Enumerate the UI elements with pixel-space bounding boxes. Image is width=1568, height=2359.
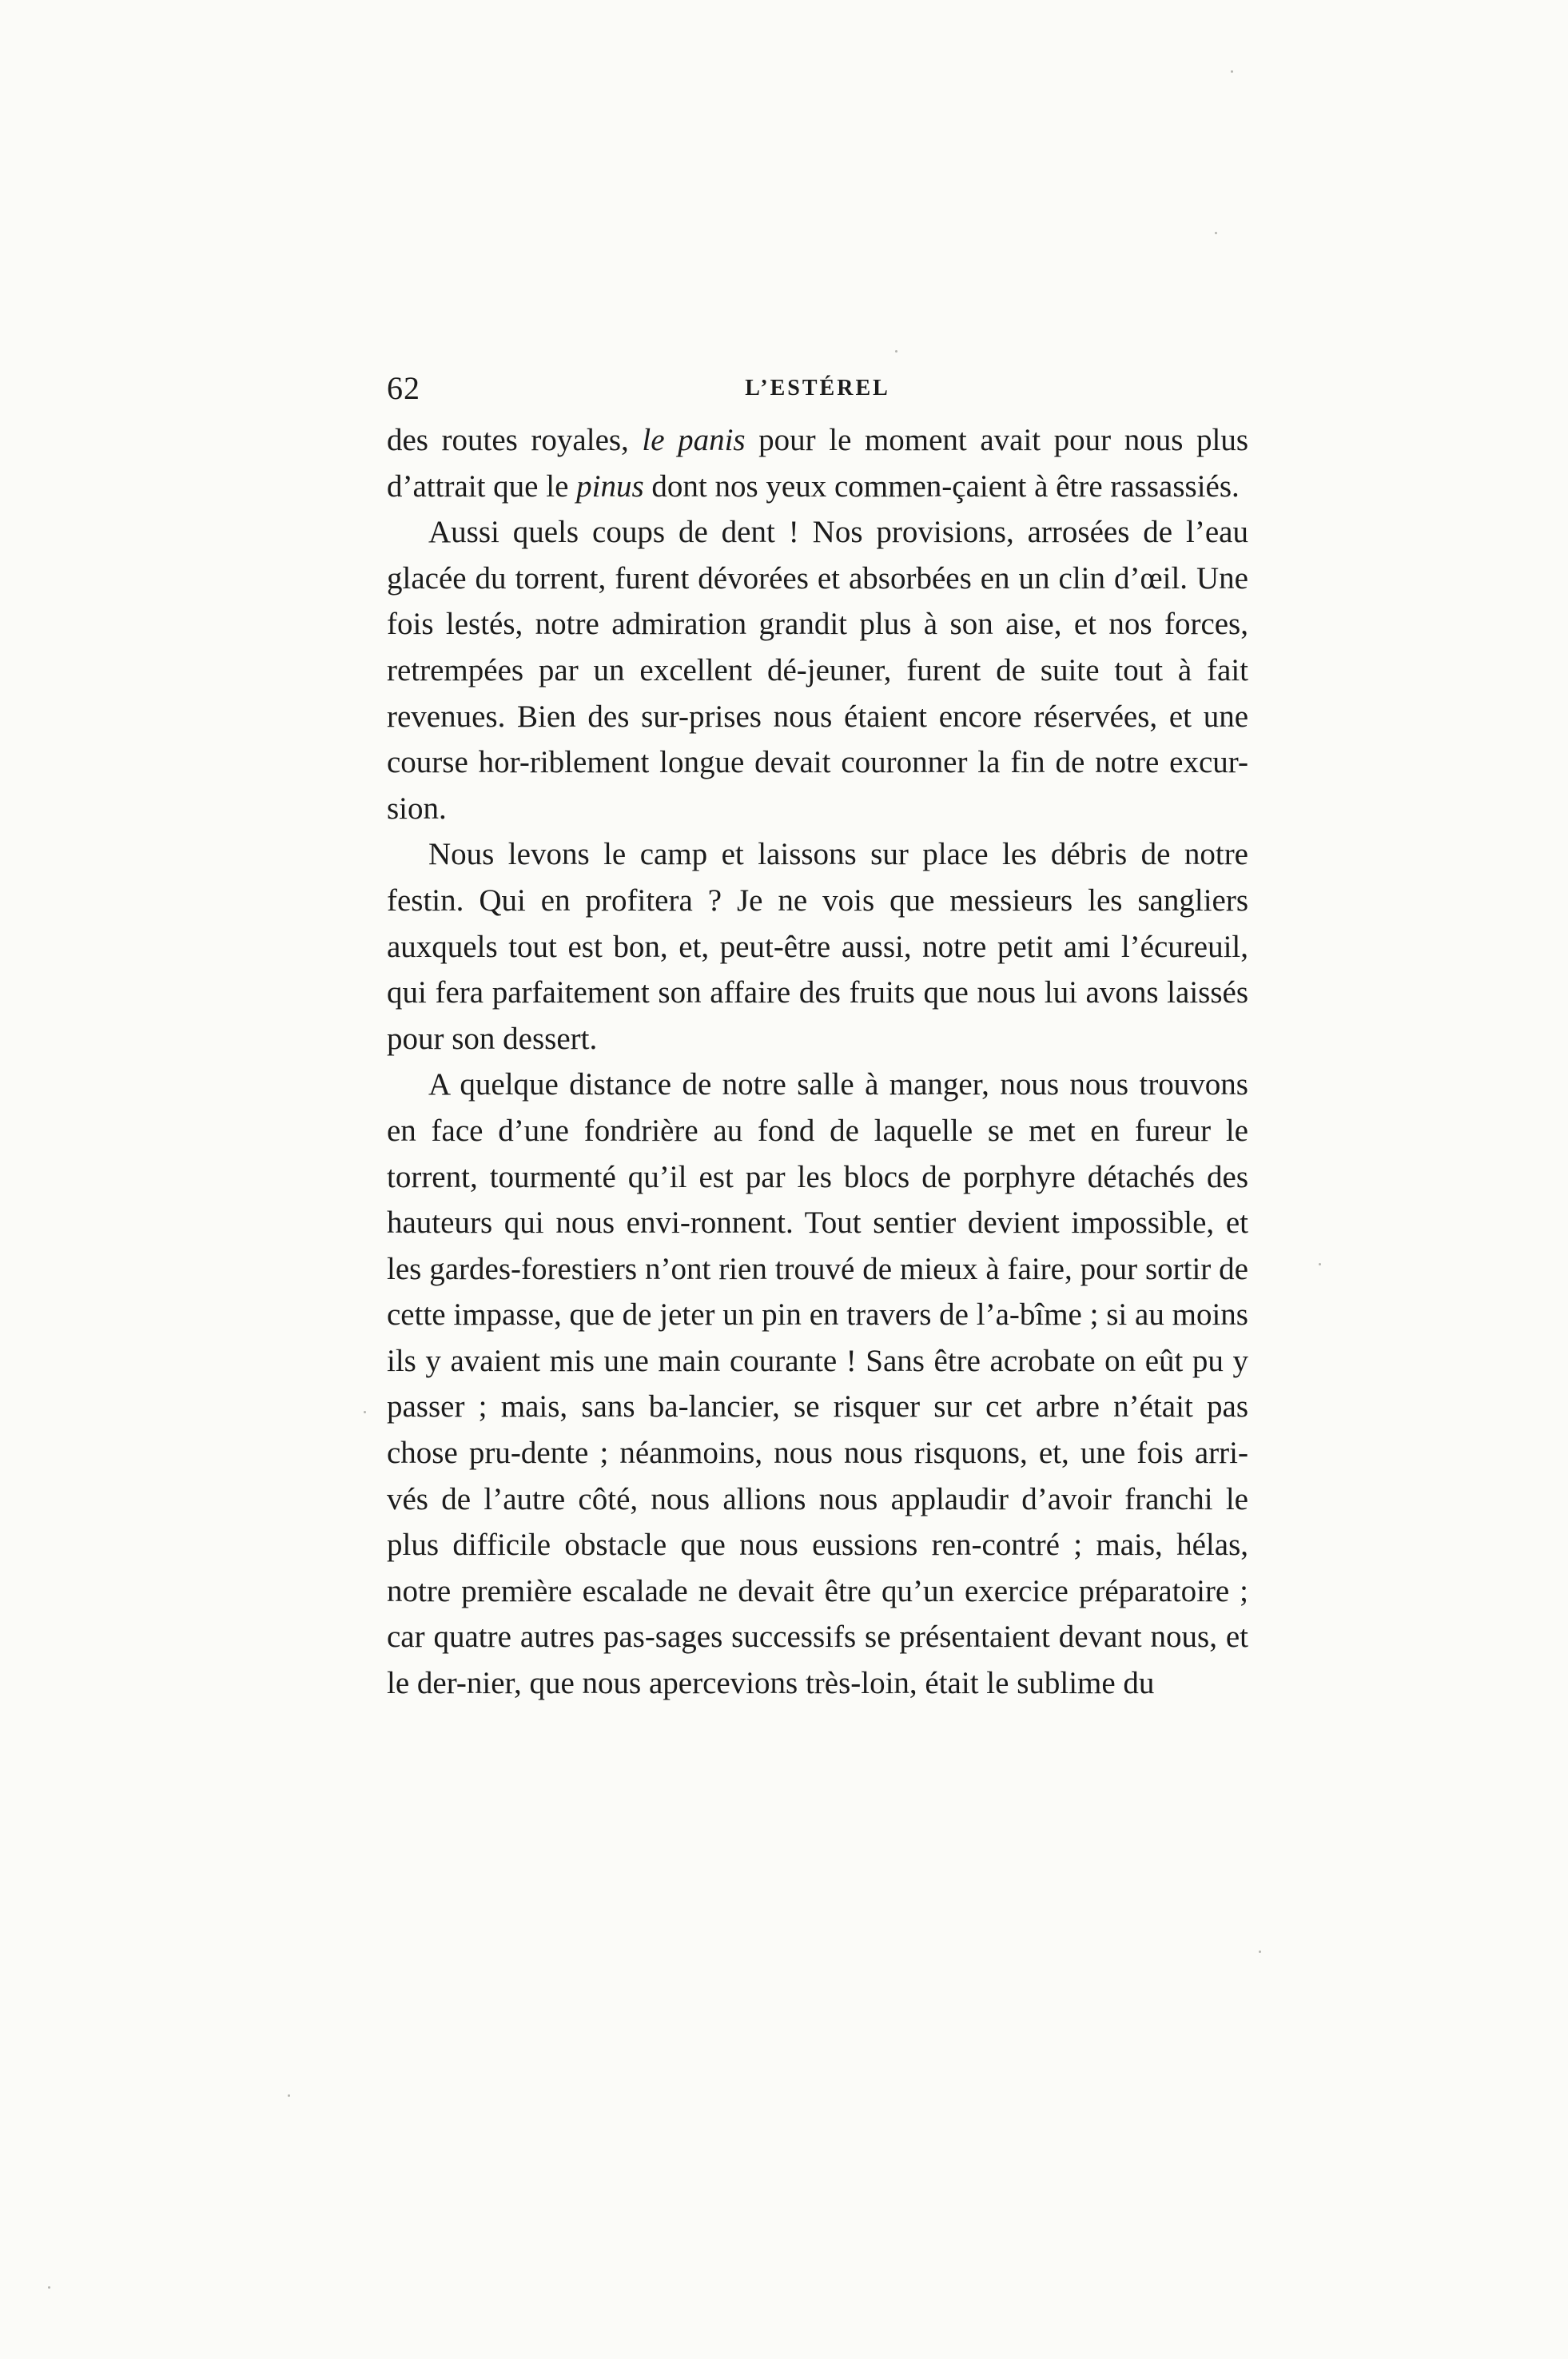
paper-speck bbox=[1259, 1951, 1261, 1953]
paper-speck bbox=[48, 2286, 50, 2289]
running-title: L’ESTÉREL bbox=[745, 376, 890, 400]
italic-term: le panis bbox=[642, 423, 746, 457]
paper-speck bbox=[1319, 1263, 1321, 1265]
text-segment: Aussi quels coups de dent ! Nos provisions, arrosées de l’eau glacée du torrent, furent dévorées et absorbées en un clin d’œil. Une fois lestés, notre admiration grandit plus à son aise, et nos forces, retrempées par un excellent dé-jeuner, furent de suite tout à fait revenues. Bien des sur-prises nous étaient encore réservées, et une course hor-riblement longue devait couronner la fin de notre excur-sion. bbox=[387, 515, 1248, 826]
paragraph-2 bbox=[387, 509, 1248, 831]
paper-speck bbox=[1215, 232, 1217, 234]
text-segment: Nous levons le camp et laissons sur place les débris de notre festin. Qui en profitera ? Je ne vois que messieurs les sangliers auxquels tout est bon, et, peut-être aussi, notre petit ami l’écureuil, qui fera parfaitement son affaire des fruits que nous lui avons laissés pour son dessert. bbox=[387, 837, 1248, 1056]
page-number: 62 bbox=[387, 370, 420, 406]
page-header bbox=[387, 365, 1248, 412]
text-segment: A quelque distance de notre salle à manger, nous nous trouvons en face d’une fondrière au fond de laquelle se met en fureur le torrent, tourmenté qu’il est par les blocs de porphyre détachés des hauteurs qui nous envi-ronnent. Tout sentier devient impossible, et les gardes-forestiers n’ont rien trouvé de mieux à faire, pour sortir de cette impasse, que de jeter un pin en travers de l’a-bîme ; si au moins ils y avaient mis une main courante ! Sans être acrobate on eût pu y passer ; mais, sans ba-lancier, se risquer sur cet arbre n’était pas chose pru-dente ; néanmoins, nous nous risquons, et, une fois arri-vés de l’autre côté, nous allions nous applaudir d’avoir franchi le plus difficile obstacle que nous eussions ren-contré ; mais, hélas, notre première escalade ne devait être qu’un exercice préparatoire ; car quatre autres pas-sages successifs se présentaient devant nous, et le der-nier, que nous apercevions très-loin, était le sublime du bbox=[387, 1067, 1248, 1701]
paper-speck bbox=[364, 1411, 366, 1413]
text-segment: des routes royales, bbox=[387, 423, 643, 457]
text-segment: dont nos yeux commen-çaient à être rassassiés. bbox=[643, 468, 1240, 504]
paragraph-3 bbox=[387, 831, 1248, 1062]
text-segment: pour le moment avait pour nous plus d’attrait que le bbox=[387, 423, 1248, 504]
paper-speck bbox=[1231, 70, 1233, 73]
body-text bbox=[387, 417, 1248, 1707]
paper-speck bbox=[895, 350, 897, 353]
paper-speck bbox=[288, 2094, 290, 2097]
italic-term: pinus bbox=[576, 468, 644, 504]
paragraph-4 bbox=[387, 1062, 1248, 1706]
paragraph-1 bbox=[387, 417, 1248, 509]
